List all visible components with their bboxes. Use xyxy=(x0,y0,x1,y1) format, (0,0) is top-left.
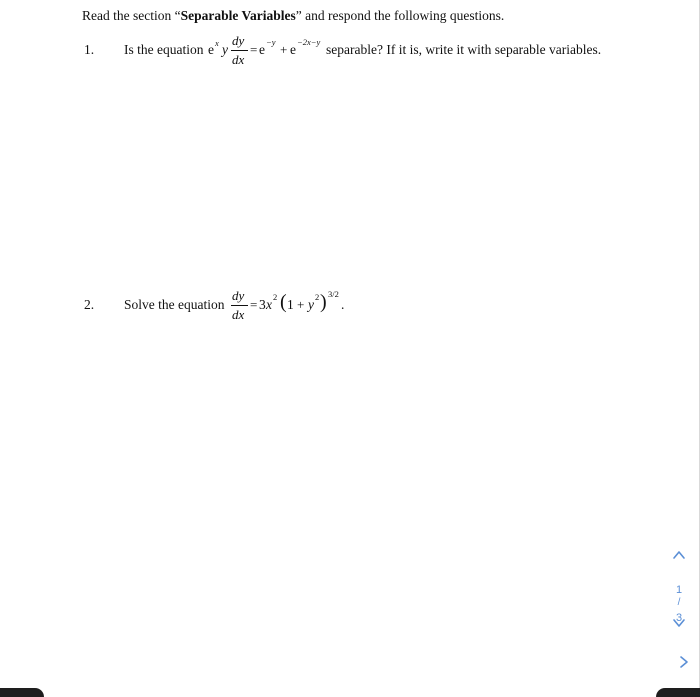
q1-frac-den: dx xyxy=(232,52,245,67)
q2-paren-close: ) xyxy=(320,291,327,313)
intro-after: ” and respond the following questions. xyxy=(295,8,505,23)
q1-e1: e xyxy=(208,42,214,57)
q2-paren-open: ( xyxy=(280,291,287,313)
chevron-up-icon[interactable] xyxy=(672,548,686,562)
q2-x: x xyxy=(266,297,272,312)
q2-equals: = xyxy=(250,297,258,312)
q1-e2: e xyxy=(259,42,265,57)
question-1-tail: separable? If it is, write it with separable variables. xyxy=(326,42,602,57)
section-name: Separable Variables xyxy=(180,8,296,23)
q1-equals: = xyxy=(250,42,258,57)
q2-x-exp: 2 xyxy=(273,292,278,302)
q1-y: y xyxy=(222,42,228,57)
q2-y-exp: 2 xyxy=(315,292,320,302)
instructions-line xyxy=(82,8,504,24)
page-navigator xyxy=(668,548,690,630)
current-page: 1 xyxy=(675,584,683,596)
q1-plus: + xyxy=(280,42,288,57)
question-2-number: 2. xyxy=(84,297,95,312)
q1-fraction-bar xyxy=(231,50,248,51)
question-1-lead: Is the equation xyxy=(124,42,204,57)
question-1-number: 1. xyxy=(84,42,95,57)
intro-before: Read the section “ xyxy=(82,8,181,23)
chevron-right-icon[interactable] xyxy=(677,655,691,669)
question-2-lead: Solve the equation xyxy=(124,297,225,312)
q2-y: y xyxy=(308,297,314,312)
q1-e3: e xyxy=(290,42,296,57)
q1-e1-exp: x xyxy=(215,38,219,48)
q1-e2-exp: −y xyxy=(266,37,276,47)
bottom-toolbar-right xyxy=(656,688,700,697)
q2-frac-num: dy xyxy=(232,288,245,303)
chevron-down-icon[interactable] xyxy=(672,616,686,630)
q1-e3-exp: −2x−y xyxy=(297,37,321,47)
page-separator: / xyxy=(677,597,681,608)
bottom-toolbar-left xyxy=(0,688,44,697)
q2-outer-exp: 3/2 xyxy=(328,289,339,299)
q2-coef: 3 xyxy=(259,297,266,312)
q2-fraction-bar xyxy=(231,305,248,306)
q2-period: . xyxy=(341,297,345,312)
q2-frac-den: dx xyxy=(232,307,245,322)
q2-one: 1 xyxy=(287,297,294,312)
q1-frac-num: dy xyxy=(232,33,245,48)
total-pages: 3 xyxy=(675,612,683,624)
q2-plus: + xyxy=(297,297,305,312)
